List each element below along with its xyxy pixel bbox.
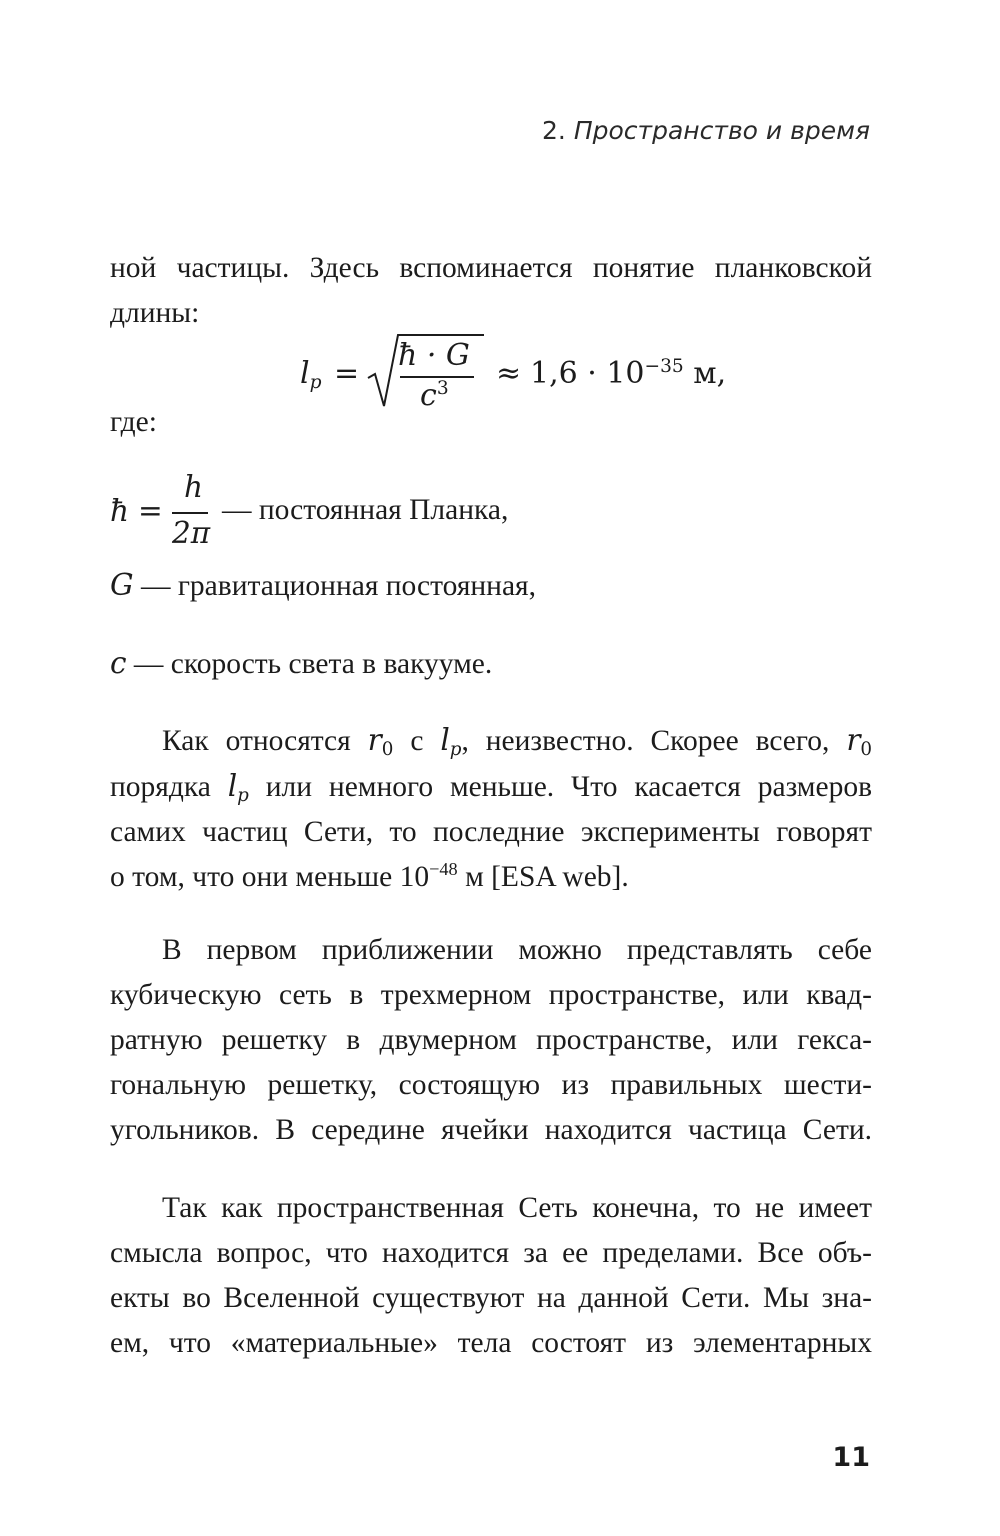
definition-hbar — [110, 468, 610, 558]
text-line: Так как пространственная Сеть конечна, то не имеет — [162, 1192, 872, 1224]
c-description: — скорость света в вакууме. — [133, 648, 493, 680]
text-line: угольников. В середине ячейки находится частица Сети. — [110, 1114, 872, 1146]
text-line: гональную решетку, состоящую из правильных шести- — [110, 1069, 872, 1101]
text-line: ной частицы. Здесь вспоминается понятие планковской — [110, 252, 872, 284]
denominator-power: 3 — [436, 377, 449, 399]
definition-c — [110, 646, 492, 681]
c-symbol: c — [110, 646, 127, 680]
g-description: — гравитационная постоянная, — [140, 570, 537, 602]
text-line: кубическую сеть в трехмерном пространстве, или квад- — [110, 979, 872, 1011]
hbar-equals: = — [138, 494, 163, 528]
paragraph-finite-network — [110, 1186, 872, 1366]
hbar-description: — постоянная Планка, — [222, 494, 509, 526]
text-line: В первом приближении можно представлять себе — [162, 934, 872, 966]
sqrt-denominator: $c^3$ — [420, 377, 449, 413]
hbar-symbol: ħ — [110, 494, 129, 528]
hbar-denominator: 2π — [172, 516, 211, 550]
formula-equals: = — [334, 356, 360, 391]
r0-symbol: $r_0$ — [846, 723, 873, 761]
lhs-symbol: l — [300, 356, 310, 391]
text-line: ратную решетку в двумерном пространстве, или гекса- — [110, 1024, 872, 1056]
formula-exponent: −35 — [644, 355, 684, 377]
page-number: 11 — [832, 1442, 870, 1473]
planck-length-formula — [300, 332, 727, 413]
where-label: где: — [110, 406, 157, 438]
chapter-title: Пространство и время — [573, 116, 870, 145]
paragraph-planck-intro — [110, 246, 872, 336]
text-line: смысла вопрос, что находится за ее пределами. Все объ- — [110, 1237, 872, 1269]
text-line: длины: — [110, 297, 200, 329]
formula-value — [530, 356, 726, 391]
paragraph-lattice — [110, 928, 872, 1153]
chapter-number: 2. — [542, 116, 566, 145]
sqrt-numerator: ħ · G — [398, 338, 470, 373]
size-exponent: −48 — [429, 859, 458, 880]
hbar-numerator: h — [184, 470, 203, 504]
formula-approx: ≈ — [496, 356, 522, 391]
lp-symbol: $l_p$ — [440, 723, 462, 761]
lp-symbol: $l_p$ — [227, 769, 249, 807]
text-line: Как относятся $r_0$ с $l_p$, неизвестно. Скорее всего, $r_0$ — [162, 723, 873, 761]
running-head — [542, 116, 870, 145]
text-line: порядка $l_p$ или немного меньше. Что касается размеров — [110, 769, 873, 807]
paragraph-r0-lp — [110, 718, 872, 900]
formula-lhs — [300, 356, 322, 394]
text-line: самих частиц Сети, то последние эксперименты говорят — [110, 816, 872, 848]
definition-g — [110, 568, 536, 603]
formula-unit: м, — [693, 356, 727, 391]
fraction-bar — [172, 512, 208, 514]
lhs-subscript: p — [309, 372, 322, 394]
g-symbol: G — [110, 568, 134, 602]
text-line: о том, что они меньше $10^{-48}$ м [ESA web]. — [110, 859, 629, 893]
r0-symbol: $r_0$ — [367, 723, 394, 761]
text-line: ем, что «материальные» тела состоят из элементарных — [110, 1327, 872, 1359]
text-line: екты во Вселенной существуют на данной Сети. Мы зна- — [110, 1282, 872, 1314]
formula-mantissa: 1,6 · 10 — [530, 356, 645, 391]
